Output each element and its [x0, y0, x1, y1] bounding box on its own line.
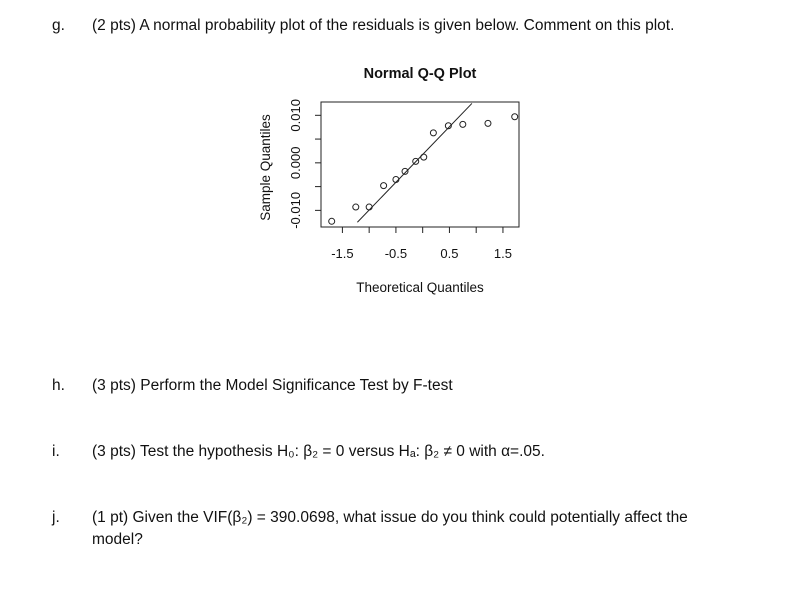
qq-point — [366, 204, 372, 210]
qq-point — [381, 183, 387, 189]
question-h-label: h. — [52, 377, 65, 394]
qq-point — [512, 114, 518, 120]
x-tick-label: 1.5 — [493, 246, 512, 261]
qq-reference-line — [357, 103, 472, 222]
x-tick-label: 0.5 — [440, 246, 459, 261]
x-tick-label: -0.5 — [384, 246, 408, 261]
y-axis-label: Sample Quantiles — [258, 114, 273, 221]
y-tick-label: 0.010 — [288, 99, 303, 132]
y-tick-label: 0.000 — [288, 146, 303, 180]
qq-point — [485, 120, 491, 126]
qq-point — [353, 204, 359, 210]
x-tick-label: -1.5 — [331, 246, 354, 261]
question-i-label: i. — [52, 443, 60, 460]
qq-point — [421, 154, 427, 160]
question-g-label: g. — [52, 17, 65, 34]
question-i-text: (3 pts) Test the hypothesis H₀: β₂ = 0 versus Hₐ: β₂ ≠ 0 with α=.05. — [92, 443, 545, 460]
question-g-text: (2 pts) A normal probability plot of the residuals is given below. Comment on this plot. — [92, 17, 675, 34]
question-j-label: j. — [52, 509, 60, 526]
qq-point — [430, 130, 436, 136]
qq-point — [329, 218, 335, 224]
y-tick-label: -0.010 — [288, 191, 303, 229]
x-axis-label: Theoretical Quantiles — [356, 280, 484, 295]
qq-point — [460, 121, 466, 127]
qq-plot — [250, 55, 550, 305]
question-j-text: (1 pt) Given the VIF(β₂) = 390.0698, what issue do you think could potentially affect the model? — [92, 509, 688, 548]
chart-title: Normal Q-Q Plot — [363, 66, 477, 82]
question-h-text: (3 pts) Perform the Model Significance Test by F-test — [92, 377, 453, 394]
